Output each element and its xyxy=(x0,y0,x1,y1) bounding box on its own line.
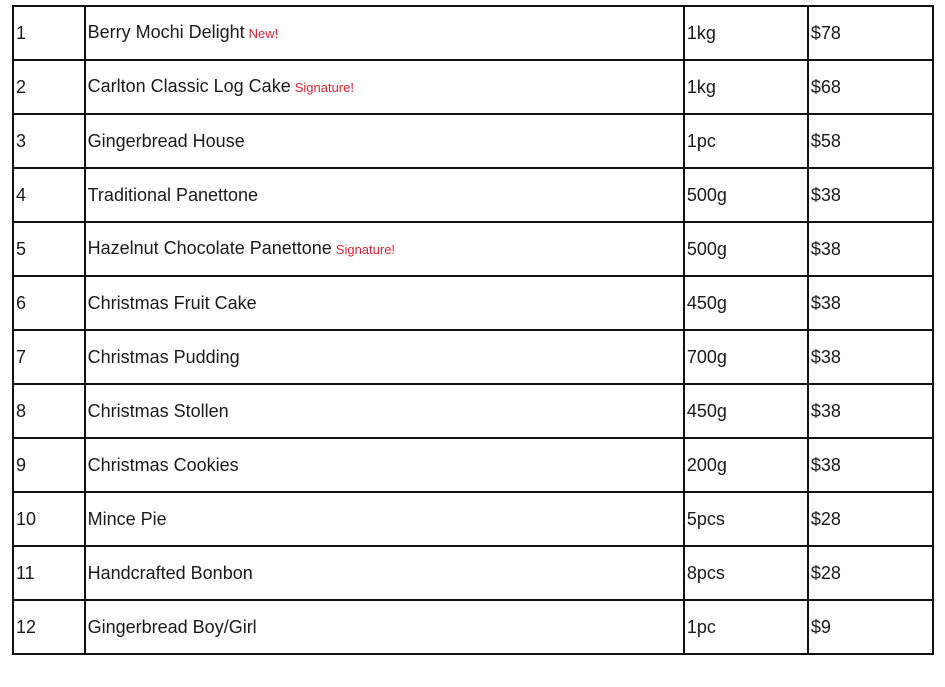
table-row xyxy=(13,330,933,384)
table-row xyxy=(13,276,933,330)
item-number: 1 xyxy=(16,23,27,43)
item-name-cell xyxy=(85,168,684,222)
item-price: $38 xyxy=(810,347,841,367)
item-price-cell xyxy=(808,438,933,492)
item-badge: New! xyxy=(248,26,279,41)
item-name-cell xyxy=(85,438,684,492)
item-number: 10 xyxy=(16,509,37,529)
item-price: $38 xyxy=(810,185,841,205)
table-row xyxy=(13,6,933,60)
item-name-cell xyxy=(85,600,684,654)
item-number-cell xyxy=(13,114,85,168)
item-size: 450g xyxy=(686,401,727,421)
item-name: Hazelnut Chocolate Panettone xyxy=(87,238,332,258)
item-price: $58 xyxy=(810,131,841,151)
item-size: 1pc xyxy=(686,131,716,151)
table-row xyxy=(13,168,933,222)
item-number-cell xyxy=(13,60,85,114)
item-number-cell xyxy=(13,276,85,330)
item-name: Christmas Pudding xyxy=(87,347,240,367)
item-price: $78 xyxy=(810,23,841,43)
item-size: 8pcs xyxy=(686,563,725,583)
item-size-cell xyxy=(684,114,808,168)
item-number-cell xyxy=(13,600,85,654)
table-row xyxy=(13,384,933,438)
item-size-cell xyxy=(684,168,808,222)
item-number-cell xyxy=(13,6,85,60)
item-number: 9 xyxy=(16,455,27,475)
item-name-cell xyxy=(85,60,684,114)
item-price-cell xyxy=(808,384,933,438)
item-name: Traditional Panettone xyxy=(87,185,259,205)
item-name-cell xyxy=(85,276,684,330)
item-number-cell xyxy=(13,438,85,492)
item-badge: Signature! xyxy=(335,242,396,257)
item-number-cell xyxy=(13,330,85,384)
table-row xyxy=(13,492,933,546)
item-size-cell xyxy=(684,492,808,546)
item-number: 4 xyxy=(16,185,27,205)
item-size-cell xyxy=(684,276,808,330)
item-name-cell xyxy=(85,492,684,546)
item-number-cell xyxy=(13,384,85,438)
item-name: Berry Mochi Delight xyxy=(87,22,245,42)
item-price: $38 xyxy=(810,239,841,259)
item-size-cell xyxy=(684,546,808,600)
table-row xyxy=(13,114,933,168)
item-number: 5 xyxy=(16,239,27,259)
item-name-cell xyxy=(85,384,684,438)
item-number: 2 xyxy=(16,77,27,97)
item-price: $38 xyxy=(810,293,841,313)
item-size-cell xyxy=(684,6,808,60)
item-price-cell xyxy=(808,276,933,330)
item-number: 12 xyxy=(16,617,37,637)
product-table-body xyxy=(13,6,933,654)
item-size: 5pcs xyxy=(686,509,725,529)
item-number: 8 xyxy=(16,401,27,421)
item-price: $38 xyxy=(810,401,841,421)
item-size-cell xyxy=(684,384,808,438)
item-size-cell xyxy=(684,330,808,384)
item-price: $38 xyxy=(810,455,841,475)
item-price: $9 xyxy=(810,617,831,637)
item-size-cell xyxy=(684,60,808,114)
item-number: 7 xyxy=(16,347,27,367)
item-name: Christmas Fruit Cake xyxy=(87,293,257,313)
item-name: Christmas Cookies xyxy=(87,455,239,475)
item-number-cell xyxy=(13,546,85,600)
table-row xyxy=(13,222,933,276)
item-size: 1kg xyxy=(686,23,716,43)
item-price-cell xyxy=(808,114,933,168)
item-size-cell xyxy=(684,438,808,492)
item-size: 1kg xyxy=(686,77,716,97)
item-name-cell xyxy=(85,546,684,600)
item-size: 1pc xyxy=(686,617,716,637)
table-row xyxy=(13,600,933,654)
item-name-cell xyxy=(85,330,684,384)
item-price-cell xyxy=(808,222,933,276)
item-name-cell xyxy=(85,6,684,60)
item-price-cell xyxy=(808,6,933,60)
item-name: Mince Pie xyxy=(87,509,167,529)
item-size-cell xyxy=(684,222,808,276)
item-price: $68 xyxy=(810,77,841,97)
item-size: 500g xyxy=(686,185,727,205)
table-row xyxy=(13,546,933,600)
item-name: Handcrafted Bonbon xyxy=(87,563,253,583)
item-price-cell xyxy=(808,60,933,114)
item-name-cell xyxy=(85,114,684,168)
item-number-cell xyxy=(13,168,85,222)
item-price-cell xyxy=(808,492,933,546)
item-price-cell xyxy=(808,600,933,654)
item-name-cell xyxy=(85,222,684,276)
item-badge: Signature! xyxy=(294,80,354,95)
item-price-cell xyxy=(808,168,933,222)
item-size: 200g xyxy=(686,455,727,475)
item-price-cell xyxy=(808,546,933,600)
item-name: Christmas Stollen xyxy=(87,401,229,421)
item-number-cell xyxy=(13,222,85,276)
item-name: Gingerbread Boy/Girl xyxy=(87,617,257,637)
item-price: $28 xyxy=(810,509,841,529)
item-number: 11 xyxy=(16,563,35,583)
item-number-cell xyxy=(13,492,85,546)
table-row xyxy=(13,60,933,114)
item-price-cell xyxy=(808,330,933,384)
item-name: Carlton Classic Log Cake xyxy=(87,76,291,96)
item-number: 6 xyxy=(16,293,27,313)
item-size: 500g xyxy=(686,239,727,259)
product-table xyxy=(12,5,934,655)
item-name: Gingerbread House xyxy=(87,131,245,151)
item-number: 3 xyxy=(16,131,27,151)
item-size: 450g xyxy=(686,293,727,313)
item-size: 700g xyxy=(686,347,727,367)
table-row xyxy=(13,438,933,492)
item-size-cell xyxy=(684,600,808,654)
item-price: $28 xyxy=(810,563,841,583)
